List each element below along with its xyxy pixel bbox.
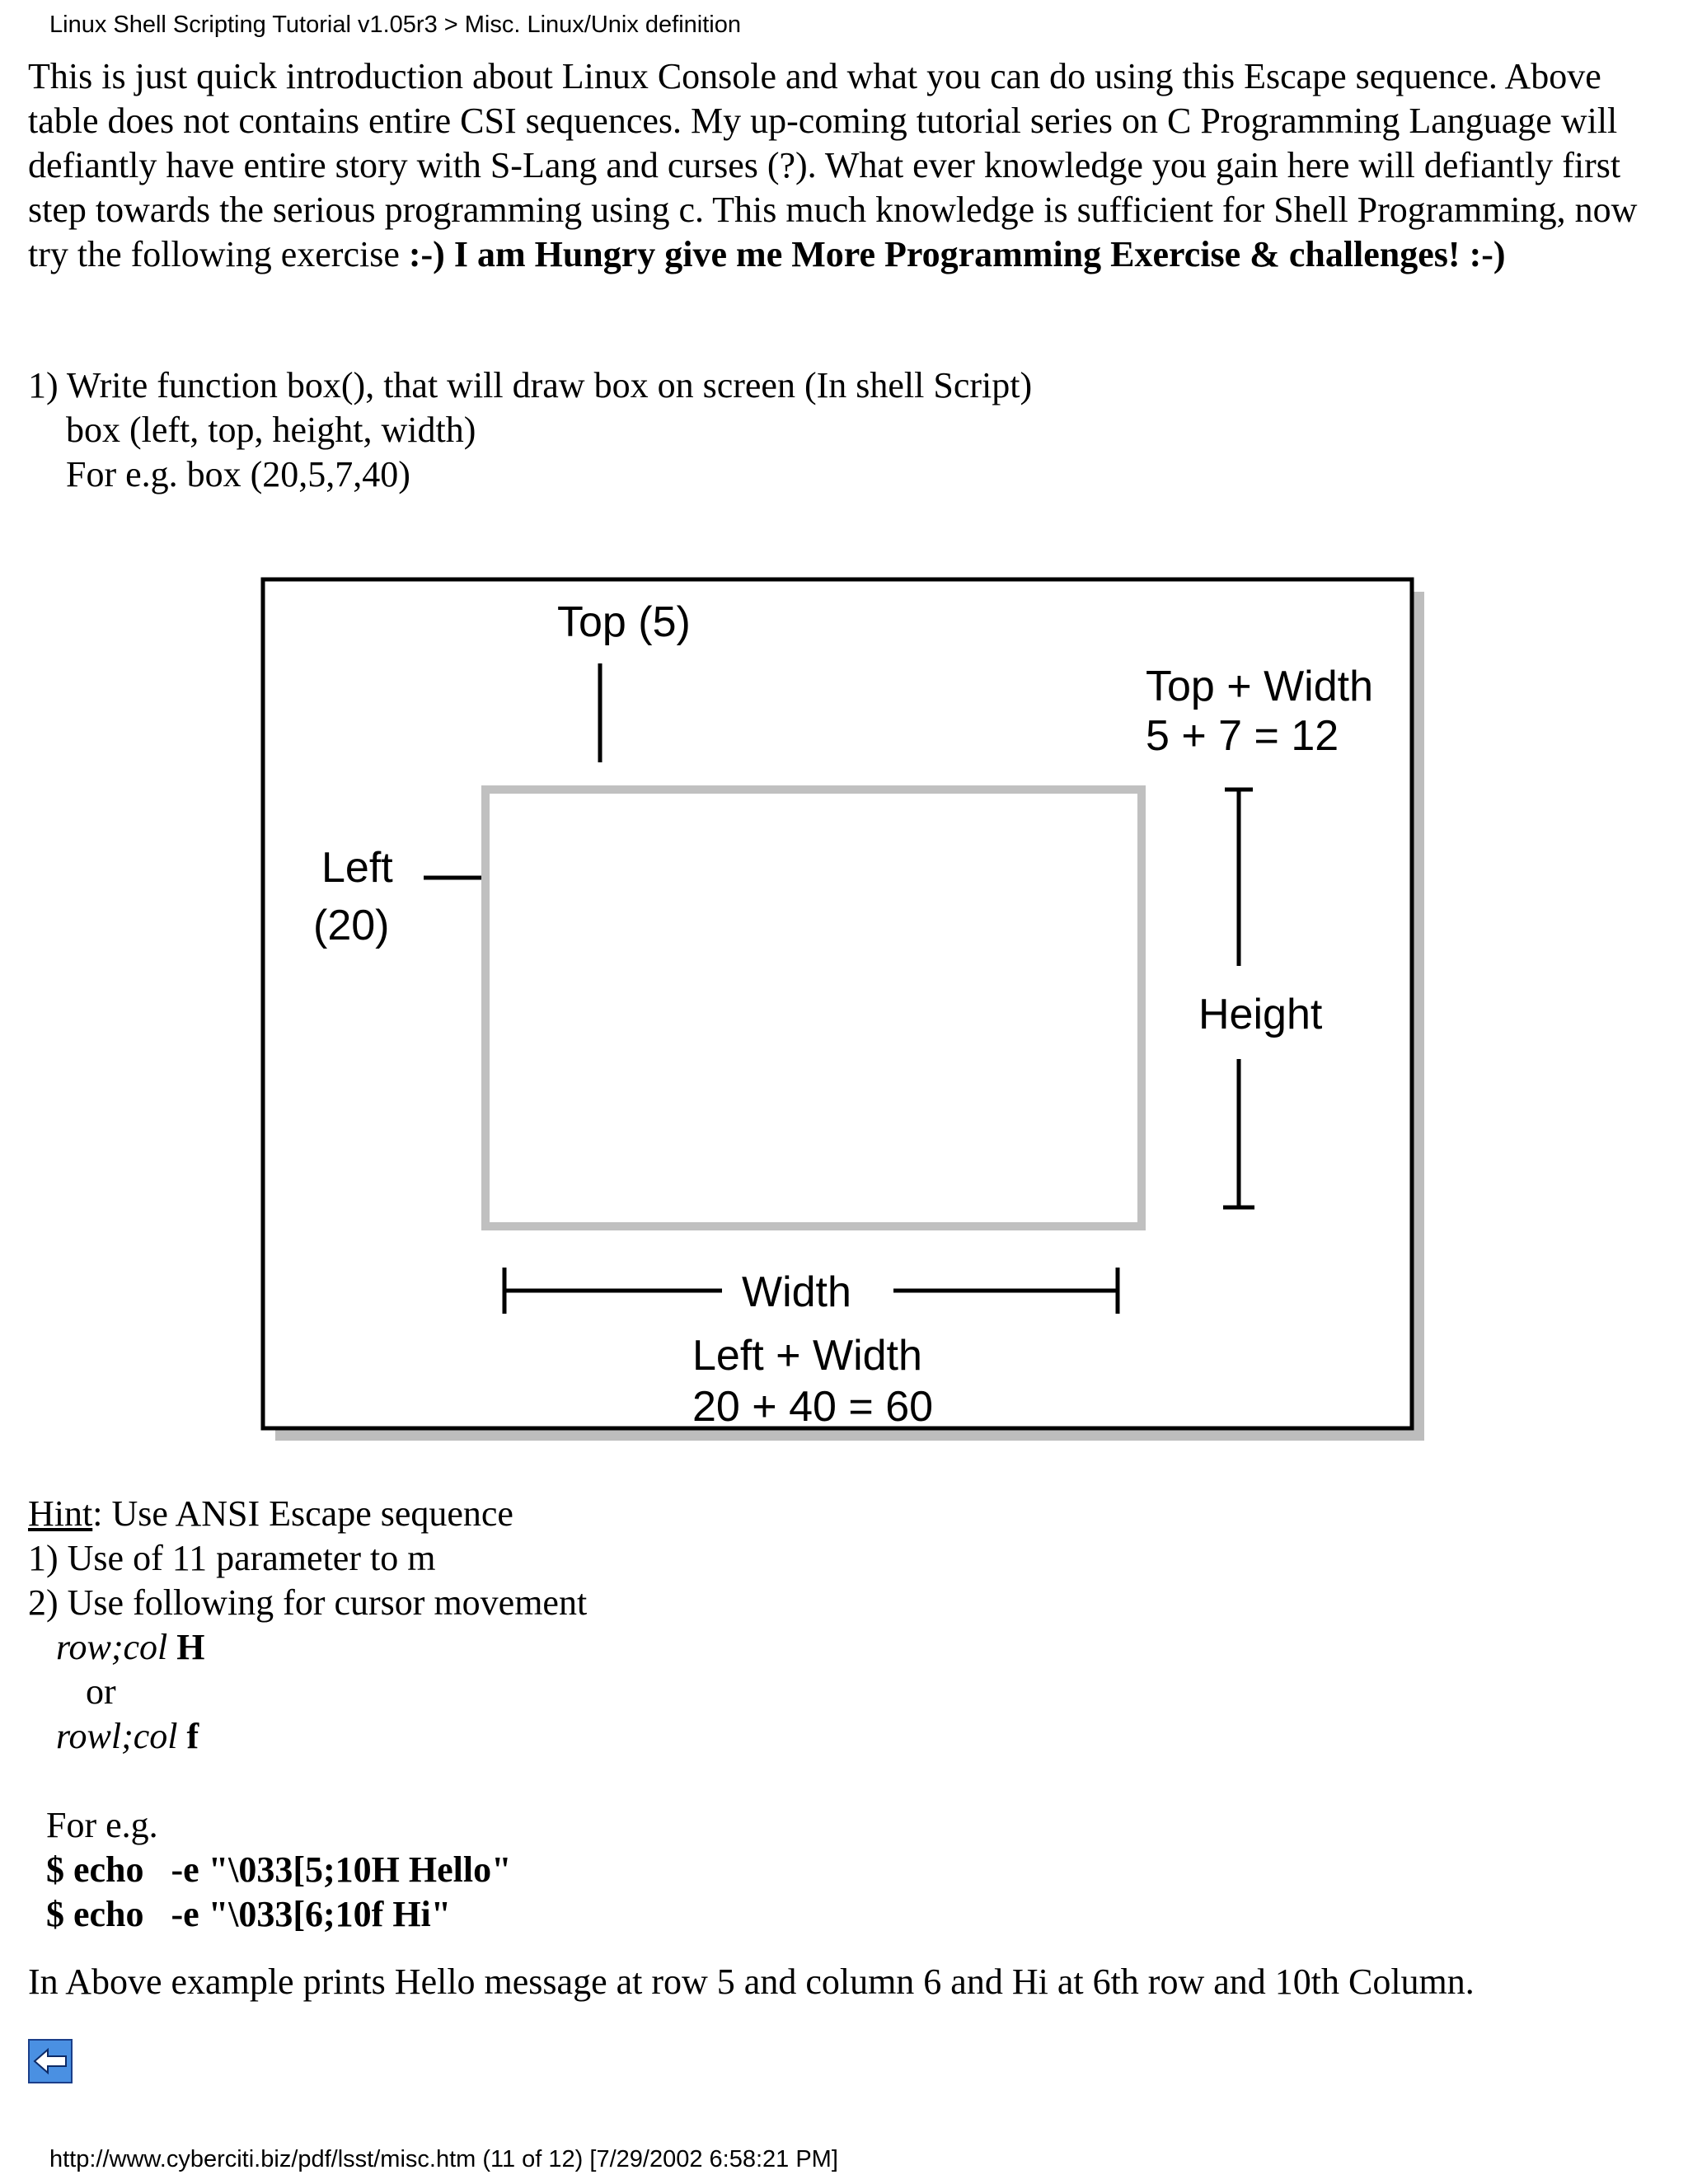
top-width-calc: 5 + 7 = 12 — [1146, 712, 1339, 760]
hint-label: Hint — [28, 1493, 93, 1534]
hint-seq-2-italic: rowl;col — [56, 1716, 178, 1756]
example-command-2: $ echo -e "\033[6;10f Hi" — [46, 1894, 452, 1934]
back-button[interactable] — [28, 2039, 73, 2083]
left-arrow-icon — [30, 2041, 71, 2082]
hint-seq-2-bold: f — [186, 1716, 199, 1756]
left-label: Left — [321, 844, 393, 892]
hint-block — [28, 1492, 587, 1759]
width-label: Width — [742, 1268, 851, 1316]
exercise-line-1: 1) Write function box(), that will draw box on screen (In shell Script) — [28, 365, 1033, 405]
height-label: Height — [1198, 991, 1323, 1038]
hint-seq-2 — [28, 1714, 587, 1759]
exercise-block — [28, 363, 1032, 497]
exercise-line-2: box (left, top, height, width) — [66, 410, 476, 450]
top-label: Top (5) — [557, 598, 691, 646]
hint-rest: : Use ANSI Escape sequence — [92, 1493, 513, 1534]
example-note: In Above example prints Hello message at row 5 and column 6 and Hi at 6th row and 10th Column. — [28, 1961, 1475, 2002]
hint-line-1: 1) Use of 11 parameter to m — [28, 1538, 436, 1578]
top-width-label: Top + Width — [1146, 663, 1374, 710]
intro-text: This is just quick introduction about Linux Console and what you can do using this Escape sequence. Above table does not contains entire CSI sequences. My up-coming tutorial series on C Programming Language will defiantly have entire story with S-Lang and curses (?). What ever knowledge you gain here will defiantly first step towards the serious programming using c. This much knowledge is sufficient for Shell Programming, now try the following exercise — [28, 56, 1638, 274]
hint-line-2: 2) Use following for cursor movement — [28, 1582, 588, 1623]
left-value: (20) — [313, 902, 390, 949]
exercise-line-3: For e.g. box (20,5,7,40) — [66, 454, 410, 494]
intro-paragraph — [28, 54, 1668, 277]
left-width-label: Left + Width — [692, 1332, 922, 1380]
hint-seq-1-italic: row;col — [56, 1627, 168, 1667]
hint-seq-1-bold: H — [176, 1627, 205, 1667]
page-header: Linux Shell Scripting Tutorial v1.05r3 > Misc. Linux/Unix definition — [49, 12, 742, 38]
left-width-calc: 20 + 40 = 60 — [692, 1383, 934, 1431]
inner-box — [485, 790, 1142, 1226]
box-diagram — [260, 577, 1431, 1451]
page-footer: http://www.cyberciti.biz/pdf/lsst/misc.htm (11 of 12) [7/29/2002 6:58:21 PM] — [49, 2146, 838, 2172]
hint-seq-1 — [28, 1625, 587, 1670]
hint-title-line — [28, 1492, 587, 1536]
hint-or: or — [86, 1671, 116, 1712]
example-label: For e.g. — [46, 1805, 158, 1845]
example-block — [46, 1803, 512, 1937]
example-command-1: $ echo -e "\033[5;10H Hello" — [46, 1849, 512, 1890]
intro-bold-text: :-) I am Hungry give me More Programming Exercise & challenges! :-) — [408, 234, 1506, 274]
